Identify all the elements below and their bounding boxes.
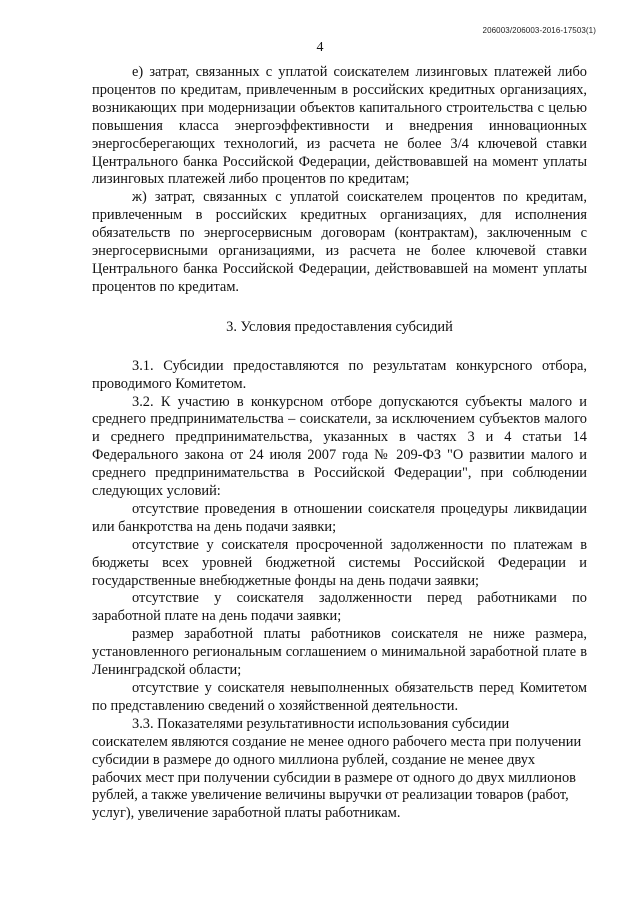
paragraph-zh: ж) затрат, связанных с уплатой соискателем процентов по кредитам, привлеченным в российских кредитных организациях, для исполнения обязательств по энергосервисным договорам (контрактам), заключенным с энергосервисными организациями, из расчета не более ключевой ставки Центрального банка Российской Федерации, действовавшей на момент уплаты процентов по кредитам. <box>92 189 587 295</box>
condition-item: размер заработной платы работников соискателя не ниже размера, установленного региональным соглашением о минимальной заработной плате в Ленинградской области; <box>92 626 587 679</box>
paragraph-3-2: 3.2. К участию в конкурсном отборе допускаются субъекты малого и среднего предпринимательства – соискатели, за исключением субъектов малого и среднего предпринимательства, указанных в частях 3 и 4 статьи 14 Федерального закона от 24 июля 2007 года № 209-ФЗ "О развитии малого и среднего предпринимательства в Российской Федерации", при соблюдении следующих условий: <box>92 393 587 500</box>
document-id: 206003/206003-2016-17503(1) <box>482 26 596 35</box>
condition-item: отсутствие у соискателя задолженности перед работниками по заработной плате на день подачи заявки; <box>92 590 587 625</box>
paragraph-3-3: 3.3. Показателями результативности использования субсидии соискателем являются создание не менее одного рабочего места при получении субсидии в размере до одного миллиона рублей, создание не менее двух рабочих мест при получении субсидии в размере от одного до двух миллионов рублей, а также увеличение величины выручки от реализации товаров (работ, услуг), увеличение заработной платы работникам. <box>92 715 582 822</box>
page-number: 4 <box>316 40 324 55</box>
section-title: 3. Условия предоставления субсидий <box>226 318 453 335</box>
condition-item: отсутствие у соискателя невыполненных обязательств перед Комитетом по представлению сведений о хозяйственной деятельности. <box>92 680 587 714</box>
document-body <box>92 64 587 823</box>
paragraph-3-1: 3.1. Субсидии предоставляются по результатам конкурсного отбора, проводимого Комитетом. <box>92 357 587 392</box>
paragraph-e: е) затрат, связанных с уплатой соискателем лизинговых платежей либо процентов по кредитам, привлеченным в российских кредитных организациях, возникающих при модернизации объектов капитального строительства с целью повышения класса энергоэффективности и внедрения инновационных энергосберегающих технологий, из расчета не более 3/4 ключевой ставки Центрального банка Российской Федерации, действовавшей на момент уплаты лизинговых платежей либо процентов по кредитам; <box>92 64 587 188</box>
condition-item: отсутствие у соискателя просроченной задолженности по платежам в бюджеты всех уровней бюджетной системы Российской Федерации и государственные внебюджетные фонды на день подачи заявки; <box>92 536 587 589</box>
condition-item: отсутствие проведения в отношении соискателя процедуры ликвидации или банкротства на день подачи заявки; <box>92 500 587 535</box>
